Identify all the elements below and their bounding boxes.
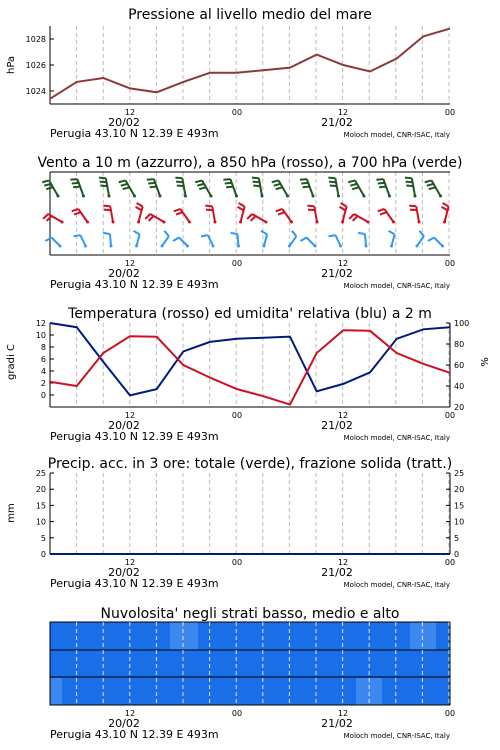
- wind700-barb-feather: [148, 183, 155, 184]
- wind10-barb-dot: [110, 245, 113, 248]
- wind700-barb-feather: [73, 187, 80, 188]
- wind700-barb-feather: [195, 180, 202, 182]
- cloud-panel: [50, 622, 455, 741]
- wind700-barb-feather: [427, 184, 434, 186]
- wind850-barb-feather: [341, 203, 347, 207]
- temp-xtick: 00: [444, 411, 456, 420]
- wind-title: Vento a 10 m (azzurro), a 850 hPa (rosso), a 700 hPa (verde): [37, 155, 463, 171]
- cloud-xtick: 00: [444, 709, 456, 718]
- wind700-barb-feather: [274, 184, 281, 186]
- wind850-barb-feather: [149, 216, 154, 221]
- wind-panel: [42, 172, 455, 291]
- temp-rh-title: Temperatura (rosso) ed umidita' relativa (blu) a 2 m: [68, 306, 432, 322]
- wind850-barb: [110, 206, 113, 222]
- wind850-barb-feather: [349, 214, 354, 219]
- wind850-barb-feather: [410, 210, 417, 211]
- pressure-xtick: 12: [124, 108, 136, 117]
- wind10-barb-dot: [441, 245, 444, 248]
- temp-line: [50, 330, 450, 404]
- precip-title: Precip. acc. in 3 ore: totale (verde), frazione solida (tratt.): [47, 456, 453, 472]
- wind700-barb-feather: [147, 179, 154, 180]
- cloud-field: [50, 622, 450, 705]
- wind850-barb: [314, 206, 317, 222]
- rh-ytick: 60: [454, 361, 465, 370]
- temp-ytick: 2: [40, 379, 46, 388]
- cloud-xtick: 00: [231, 709, 243, 718]
- wind700-barb-dot: [108, 195, 111, 198]
- temp-ytick: 12: [35, 319, 46, 328]
- precip-xtick: 00: [231, 558, 243, 567]
- wind850-barb-feather: [104, 210, 111, 211]
- wind700-barb-feather: [42, 180, 49, 182]
- wind700-barb-feather: [119, 180, 126, 182]
- wind700-barb-dot: [312, 195, 315, 198]
- pressure-title: Pressione al livello medio del mare: [128, 7, 372, 23]
- wind700-barb-dot: [159, 195, 162, 198]
- wind10-barb-feather: [261, 231, 267, 235]
- cloud-patch: [410, 622, 436, 650]
- cloud-patch: [50, 678, 62, 705]
- wind850-barb-feather: [205, 206, 212, 207]
- wind10-barb-dot: [186, 245, 189, 248]
- wind10-barb-feather: [173, 238, 179, 242]
- wind10-barb-dot: [288, 245, 291, 248]
- wind850-barb-feather: [145, 214, 150, 219]
- wind850-barb: [78, 209, 87, 222]
- wind700-barb-dot: [57, 195, 60, 198]
- wind10-barb-dot: [314, 245, 317, 248]
- wind700-barb-feather: [329, 182, 336, 183]
- wind700-barb-feather: [330, 186, 337, 187]
- wind700-barb-feather: [406, 186, 413, 187]
- wind10-barb-feather: [428, 238, 434, 242]
- precip-xtick: 12: [337, 558, 349, 567]
- precip-ytick: 20: [35, 485, 46, 495]
- wind-xtick: 00: [231, 259, 243, 268]
- wind-xtick: 00: [444, 259, 456, 268]
- precip-date: 21/02: [321, 566, 353, 579]
- wind10-barb: [434, 238, 442, 246]
- precip-ytick-right: 0: [454, 550, 460, 559]
- wind-date: 21/02: [321, 267, 353, 280]
- precip-panel: [36, 469, 464, 590]
- wind10-barb-dot: [263, 245, 266, 248]
- pressure-date: 20/02: [108, 116, 140, 129]
- wind850-barb-feather: [380, 212, 387, 214]
- wind850-barb-dot: [112, 221, 115, 224]
- wind700-barb-feather: [121, 184, 128, 186]
- precip-ylabel: mm: [6, 503, 17, 523]
- wind10-barb-feather: [329, 235, 336, 236]
- wind700-barb-feather: [46, 187, 53, 189]
- cloud-date: 20/02: [108, 717, 140, 730]
- precip-ytick-right: 5: [454, 533, 460, 543]
- wind700-barb-dot: [286, 195, 289, 198]
- wind10-barb: [137, 234, 140, 246]
- wind850-barb-feather: [43, 214, 48, 219]
- wind700-barb-feather: [352, 187, 359, 189]
- pressure-ytick: 1026: [25, 61, 46, 70]
- precip-ytick-right: 25: [454, 469, 465, 478]
- rh-ylabel: %: [480, 357, 491, 367]
- temp-ytick: 8: [40, 343, 46, 352]
- wind850-barb: [416, 206, 419, 222]
- wind700-barb-feather: [405, 178, 412, 179]
- precip-ytick: 5: [40, 533, 46, 543]
- precip-xtick: 00: [444, 558, 456, 567]
- pressure-ylabel: hPa: [6, 55, 17, 75]
- wind10-barb-feather: [358, 233, 365, 234]
- wind850-barb-feather: [247, 214, 252, 219]
- wind700-barb-dot: [82, 195, 85, 198]
- wind850-barb-dot: [214, 221, 217, 224]
- wind850-barb-feather: [72, 209, 79, 211]
- wind700-barb-feather: [100, 182, 107, 183]
- temp-xtick: 12: [124, 411, 136, 420]
- temp-credit: Moloch model, CNR-ISAC, Italy: [343, 434, 450, 442]
- wind850-barb-dot: [265, 221, 268, 224]
- wind10-barb-feather: [103, 233, 110, 234]
- wind700-barb-feather: [226, 187, 233, 188]
- wind850-barb-feather: [307, 206, 314, 207]
- precip-ytick: 10: [35, 517, 46, 527]
- wind10-barb: [264, 234, 267, 246]
- wind700-barb-feather: [406, 182, 413, 183]
- wind10-barb-feather: [389, 231, 395, 235]
- cloud-xtick: 12: [124, 709, 136, 718]
- wind10-barb-feather: [201, 235, 208, 236]
- wind700-barb-feather: [252, 178, 259, 179]
- wind850-barb-dot: [137, 221, 140, 224]
- wind700-barb-feather: [301, 183, 308, 184]
- rh-ytick: 20: [454, 403, 465, 412]
- wind700-barb-feather: [150, 187, 157, 188]
- wind850-barb-feather: [238, 207, 244, 211]
- wind850-barb-feather: [442, 207, 448, 211]
- wind700-barb-feather: [350, 184, 357, 186]
- wind850-barb-feather: [353, 216, 358, 221]
- wind-date: 20/02: [108, 267, 140, 280]
- wind10-barb-feather: [164, 231, 168, 236]
- wind700-barb-feather: [199, 187, 206, 189]
- wind850-barb-feather: [47, 216, 52, 221]
- wind850-barb: [212, 206, 215, 222]
- wind700-barb-feather: [175, 178, 182, 179]
- wind700-barb-feather: [272, 180, 279, 182]
- wind10-barb: [80, 235, 85, 246]
- wind10-barb: [237, 234, 238, 246]
- precip-ytick: 25: [35, 469, 46, 478]
- pressure-ytick: 1024: [25, 87, 46, 96]
- temp-ylabel: gradi C: [6, 344, 17, 380]
- wind10-barb-feather: [74, 235, 81, 236]
- wind10-barb-dot: [59, 245, 62, 248]
- wind700-barb: [335, 178, 338, 196]
- wind10-barb-dot: [84, 245, 87, 248]
- wind850-barb-feather: [103, 206, 110, 207]
- wind850-barb-dot: [367, 221, 370, 224]
- wind700-barb-feather: [276, 187, 283, 189]
- temp-ytick: 0: [40, 391, 46, 400]
- wind700-barb-feather: [425, 180, 432, 182]
- wind700-barb-dot: [439, 195, 442, 198]
- wind700-barb-feather: [348, 180, 355, 182]
- wind-credit: Moloch model, CNR-ISAC, Italy: [343, 282, 450, 290]
- precip-xtick: 12: [124, 558, 136, 567]
- temp-date: 21/02: [321, 419, 353, 432]
- wind10-barb: [162, 236, 169, 246]
- wind850-barb-dot: [188, 221, 191, 224]
- wind850-barb-feather: [443, 203, 449, 207]
- wind850-barb-dot: [341, 221, 344, 224]
- wind700-barb-dot: [210, 195, 213, 198]
- wind850-barb-feather: [174, 209, 181, 211]
- precip-ytick: 15: [35, 501, 46, 511]
- wind850-barb-feather: [239, 203, 245, 207]
- wind10-barb: [208, 235, 213, 246]
- wind10-barb-dot: [416, 245, 419, 248]
- pressure-line: [50, 29, 450, 99]
- wind10-barb-dot: [390, 245, 393, 248]
- wind700-barb-dot: [261, 195, 264, 198]
- pressure-xtick: 12: [337, 108, 349, 117]
- temp-ytick: 6: [40, 355, 46, 364]
- wind10-barb-feather: [231, 233, 238, 234]
- wind850-barb-dot: [239, 221, 242, 224]
- wind700-barb: [412, 178, 415, 196]
- wind10-barb-feather: [45, 238, 51, 242]
- wind700-barb-dot: [337, 195, 340, 198]
- temp-date: 20/02: [108, 419, 140, 432]
- pressure-location: Perugia 43.10 N 12.39 E 493m: [50, 127, 219, 140]
- wind10-barb: [335, 235, 340, 246]
- precip-date: 20/02: [108, 566, 140, 579]
- wind850-barb-feather: [176, 212, 183, 214]
- temp-rh-panel: [36, 319, 469, 443]
- wind10-barb-dot: [212, 245, 215, 248]
- wind700-barb-feather: [123, 187, 130, 189]
- wind700-barb-feather: [100, 186, 107, 187]
- wind10-barb-dot: [365, 245, 368, 248]
- cloud-location: Perugia 43.10 N 12.39 E 493m: [50, 728, 219, 741]
- wind850-barb-dot: [392, 221, 395, 224]
- pressure-xtick: 00: [444, 108, 456, 117]
- precip-credit: Moloch model, CNR-ISAC, Italy: [343, 581, 450, 589]
- rh-ytick: 100: [454, 319, 470, 328]
- wind850-barb: [180, 209, 189, 222]
- wind700-barb-feather: [72, 183, 79, 184]
- precip-ytick-right: 15: [454, 501, 465, 511]
- wind700-barb-feather: [379, 187, 386, 188]
- wind10-barb: [392, 234, 395, 246]
- wind10-barb-feather: [292, 231, 296, 236]
- wind10-barb-feather: [419, 231, 423, 236]
- precip-location: Perugia 43.10 N 12.39 E 493m: [50, 577, 219, 590]
- wind700-barb-feather: [303, 187, 310, 188]
- pressure-credit: Moloch model, CNR-ISAC, Italy: [343, 131, 450, 139]
- wind850-barb-feather: [409, 206, 416, 207]
- temp-xtick: 00: [231, 411, 243, 420]
- wind850-barb-feather: [308, 210, 315, 211]
- wind-xtick: 12: [124, 259, 136, 268]
- wind10-barb-feather: [134, 231, 140, 235]
- wind700-barb-feather: [176, 182, 183, 183]
- cloud-date: 21/02: [321, 717, 353, 730]
- precip-ytick-right: 10: [454, 517, 465, 527]
- wind700-barb-feather: [177, 186, 184, 187]
- wind10-barb-dot: [135, 245, 138, 248]
- wind700-barb: [259, 178, 262, 196]
- wind850-barb-dot: [61, 221, 64, 224]
- wind700-barb-dot: [133, 195, 136, 198]
- wind850-barb-feather: [378, 209, 385, 211]
- wind700-barb-dot: [235, 195, 238, 198]
- wind10-barb-dot: [161, 245, 164, 248]
- wind700-barb-feather: [99, 178, 106, 179]
- wind10-barb: [290, 236, 297, 246]
- wind700-barb-feather: [197, 184, 204, 186]
- wind10-barb-feather: [300, 238, 306, 242]
- cloud-xtick: 12: [337, 709, 349, 718]
- rh-ytick: 80: [454, 340, 465, 349]
- temp-location: Perugia 43.10 N 12.39 E 493m: [50, 430, 219, 443]
- rh-line: [50, 323, 450, 395]
- wind10-barb: [52, 238, 60, 246]
- wind700-barb-dot: [388, 195, 391, 198]
- wind700-barb-feather: [429, 187, 436, 189]
- wind700-barb: [106, 178, 109, 196]
- wind10-barb-dot: [339, 245, 342, 248]
- wind10-barb: [365, 234, 366, 246]
- wind850-barb-feather: [136, 207, 142, 211]
- cloud-patch: [170, 622, 198, 650]
- temp-xtick: 12: [337, 411, 349, 420]
- temp-ytick: 4: [40, 367, 46, 376]
- wind700-barb-dot: [184, 195, 187, 198]
- wind700-barb-feather: [376, 179, 383, 180]
- wind850-barb-feather: [278, 212, 285, 214]
- wind700-barb-feather: [253, 186, 260, 187]
- cloud-credit: Moloch model, CNR-ISAC, Italy: [343, 732, 450, 740]
- wind850-barb-feather: [137, 203, 143, 207]
- wind850-barb-feather: [251, 216, 256, 221]
- wind700-barb-feather: [70, 179, 77, 180]
- wind700-barb-dot: [363, 195, 366, 198]
- wind700-barb-dot: [414, 195, 417, 198]
- pressure-ytick: 1028: [25, 35, 46, 44]
- wind10-barb-dot: [237, 245, 240, 248]
- wind700-barb-feather: [253, 182, 260, 183]
- wind850-barb-feather: [206, 210, 213, 211]
- temp-ytick: 10: [35, 331, 46, 340]
- pressure-xtick: 00: [231, 108, 243, 117]
- wind850-barb-feather: [74, 212, 81, 214]
- wind850-barb-dot: [163, 221, 166, 224]
- wind850-barb-dot: [86, 221, 89, 224]
- wind-location: Perugia 43.10 N 12.39 E 493m: [50, 278, 219, 291]
- wind850-barb-feather: [276, 209, 283, 211]
- wind850-barb-dot: [316, 221, 319, 224]
- rh-ytick: 40: [454, 382, 465, 391]
- wind850-barb-dot: [418, 221, 421, 224]
- wind850-barb: [282, 209, 291, 222]
- wind700-barb-feather: [300, 179, 307, 180]
- wind850-barb-dot: [290, 221, 293, 224]
- wind700-barb-feather: [328, 178, 335, 179]
- precip-ytick-right: 20: [454, 485, 465, 495]
- precip-ytick: 0: [40, 550, 46, 559]
- pressure-panel: [26, 26, 455, 140]
- wind-xtick: 12: [337, 259, 349, 268]
- wind700-barb-feather: [223, 179, 230, 180]
- wind850-barb-dot: [443, 221, 446, 224]
- wind700-barb-feather: [378, 183, 385, 184]
- wind700-barb-feather: [225, 183, 232, 184]
- wind850-barb: [384, 209, 393, 222]
- wind10-barb: [110, 234, 111, 246]
- pressure-date: 21/02: [321, 116, 353, 129]
- wind10-barb: [307, 238, 315, 246]
- cloud-title: Nuvolosita' negli strati basso, medio e alto: [100, 606, 400, 622]
